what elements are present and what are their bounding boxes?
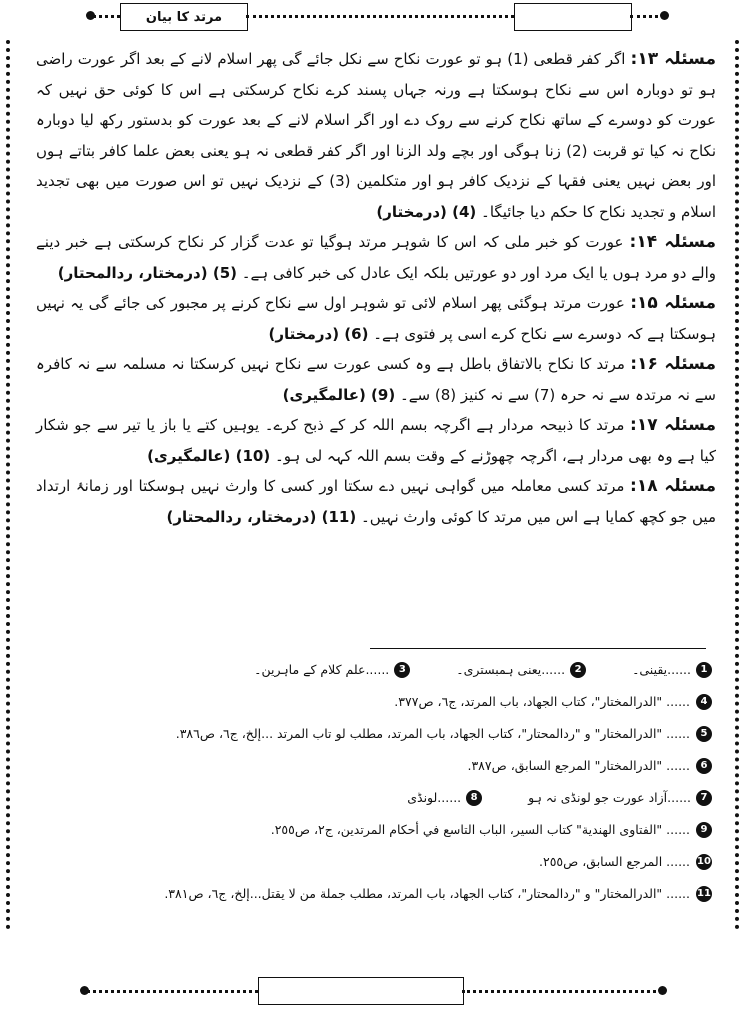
masala-18 [36, 471, 716, 532]
footnote-separator [370, 648, 706, 649]
footnote-item [407, 788, 482, 808]
page-footer [0, 975, 749, 1005]
footnote-row [40, 852, 712, 872]
footnote-text: ...... "الدرالمختار" و "ردالمحتار"، كتاب الجهاد، باب المرتد، مطلب جملة من لا يقتل...إلخ، ج٦، ص٣٨١. [164, 886, 690, 901]
footer-rule-left [82, 990, 258, 993]
masala-text: مرتد کا ذبیحہ مردار ہے اگرچہ بسم اللہ کر کے ذبح کرے۔ یوہیں کتے یا باز یا تیر سے جو شکار کیا ہے وہ بھی مردار ہے، اگرچہ چھوڑنے کے وقت بسم اللہ کہہ لی ہو۔ [36, 416, 716, 465]
masala-14 [36, 227, 716, 288]
header-title-box [120, 3, 248, 31]
footer-dot [80, 986, 89, 995]
footer-dot [658, 986, 667, 995]
masala-13 [36, 44, 716, 227]
footnote-number-badge: 11 [696, 886, 712, 902]
footnote-number-badge: 7 [696, 790, 712, 806]
masala-label: مسئلہ ۱۷: [630, 415, 716, 435]
masala-text: مرتد کسی معاملہ میں گواہی نہیں دے سکتا اور کسی کا وارث نہیں ہوسکتا اور زمانۂ ارتداد میں جو کچھ کمایا ہے اس میں مرتد کا کوئی وارث نہیں۔ [36, 477, 716, 526]
masala-reference: (6) (درمختار) [268, 324, 369, 343]
footnote-row [40, 756, 712, 776]
masala-text: اگر کفر قطعی (1) ہو تو عورت نکاح سے نکل جائے گی پھر اسلام لانے کے بعد اگر عورت راضی ہو تو دوبارہ اس سے نکاح ہوسکتا ہے ورنہ جہاں پسند کرے نکاح کرسکتی ہے اس کا کوئی حق نہیں کہ عورت کو دوسرے کے ساتھ نکاح کرنے سے روک دے اور اگر اسلام لانے کے بعد عورت کو بدستور رکھ لیا دوبارہ نکاح نہ کیا تو قربت (2) زنا ہوگی اور بچے ولد الزنا اور اگر کفر قطعی نہ ہو یعنی بعض علما کافر بتاتے ہوں اور بعض نہیں یعنی فقہا کے نزدیک کافر ہو اور متکلمین (3) کے نزدیک نہیں تو اس صورت میں بھی تجدید اسلام و تجدید نکاح کا حکم دیا جائیگا۔ [36, 50, 716, 221]
footnote-number-badge: 2 [570, 662, 586, 678]
header-title: مرتد کا بیان [145, 9, 223, 25]
right-border-rule [735, 40, 739, 930]
footnote-text: ......علم کلام کے ماہرین۔ [254, 662, 390, 677]
footnote-number-badge: 6 [696, 758, 712, 774]
footnote-row [40, 692, 712, 712]
main-body [36, 44, 716, 532]
footnote-number-badge: 10 [696, 854, 712, 870]
masala-label: مسئلہ ۱۵: [630, 293, 716, 313]
masala-17 [36, 410, 716, 471]
footnotes [40, 660, 712, 916]
footnote-text: ......یعنی ہمبستری۔ [456, 662, 566, 677]
page-header [0, 0, 749, 36]
footnote-text: ......لونڈی [407, 790, 462, 805]
footnote-text: ...... "الدرالمختار"، كتاب الجهاد، باب المرتد، ج٦، ص٣٧٧. [394, 694, 690, 709]
footnote-number-badge: 4 [696, 694, 712, 710]
footnote-text: ......آزاد عورت جو لونڈی نہ ہو [528, 790, 691, 805]
footer-rule-right [462, 990, 662, 993]
footnote-number-badge: 8 [466, 790, 482, 806]
header-right-box [514, 3, 632, 31]
footnote-item [254, 660, 410, 680]
footnote-number-badge: 1 [696, 662, 712, 678]
masala-16 [36, 349, 716, 410]
masala-reference: (5) (درمختار، ردالمحتار) [57, 263, 237, 282]
left-border-rule [6, 40, 10, 930]
footnote-row [40, 724, 712, 744]
header-rule-right [630, 15, 664, 18]
masala-reference: (11) (درمختار، ردالمحتار) [166, 507, 357, 526]
masala-label: مسئلہ ۱۳: [630, 49, 716, 69]
masala-reference: (9) (عالمگیری) [282, 385, 396, 404]
masala-reference: (10) (عالمگیری) [147, 446, 271, 465]
footnote-number-badge: 5 [696, 726, 712, 742]
masala-reference: (4) (درمختار) [376, 202, 477, 221]
footnote-row [40, 820, 712, 840]
masala-label: مسئلہ ۱۸: [630, 476, 716, 496]
footnote-item [632, 660, 712, 680]
masala-text: مرتد کا نکاح بالاتفاق باطل ہے وہ کسی عورت سے نکاح نہیں کرسکتا نہ مسلمہ سے نہ کافرہ سے نہ مرتدہ سے نہ حرہ (7) سے نہ کنیز (8) سے۔ [36, 355, 716, 404]
footnote-row-7-8 [40, 788, 712, 808]
footer-box [258, 977, 464, 1005]
masala-15 [36, 288, 716, 349]
footnote-item [456, 660, 586, 680]
masala-label: مسئلہ ۱۴: [629, 232, 716, 252]
footnote-number-badge: 3 [394, 662, 410, 678]
masala-label: مسئلہ ۱۶: [630, 354, 716, 374]
footnote-text: ...... "الدرالمختار" و "ردالمحتار"، كتاب الجهاد، باب المرتد، مطلب لو تاب المرتد ...إلخ، ج٦، ص٣٨٦. [175, 726, 690, 741]
masala-text: عورت مرتد ہوگئی پھر اسلام لائی تو شوہر اول سے نکاح کرنے پر مجبور کی جائے گی یہ نہیں ہوسکتا ہے کہ دوسرے سے نکاح کرے اسی پر فتوی ہے۔ [36, 294, 716, 343]
header-rule-center [246, 15, 514, 18]
footnote-text: ...... "الدرالمختار" المرجع السابق، ص٣٨٧. [467, 758, 690, 773]
masala-text: عورت کو خبر ملی کہ اس کا شوہر مرتد ہوگیا تو عدت گزار کر نکاح کرسکتی ہے خبر دینے والے دو مرد ہوں یا ایک مرد اور دو عورتیں بلکہ ایک عادل کی خبر کافی ہے۔ [36, 233, 716, 282]
footnote-item [528, 788, 712, 808]
footnote-row [40, 884, 712, 904]
footnote-text: ...... "الفتاوى الهندية" كتاب السير، الباب التاسع في أحكام المرتدين، ج٢، ص٢٥٥. [270, 822, 690, 837]
footnote-number-badge: 9 [696, 822, 712, 838]
footnote-text: ...... المرجع السابق، ص٢٥٥. [539, 854, 690, 869]
header-dot [660, 11, 669, 20]
header-dot [86, 11, 95, 20]
footnote-text: ......یقینی۔ [632, 662, 691, 677]
footnote-row-1-3 [40, 660, 712, 680]
